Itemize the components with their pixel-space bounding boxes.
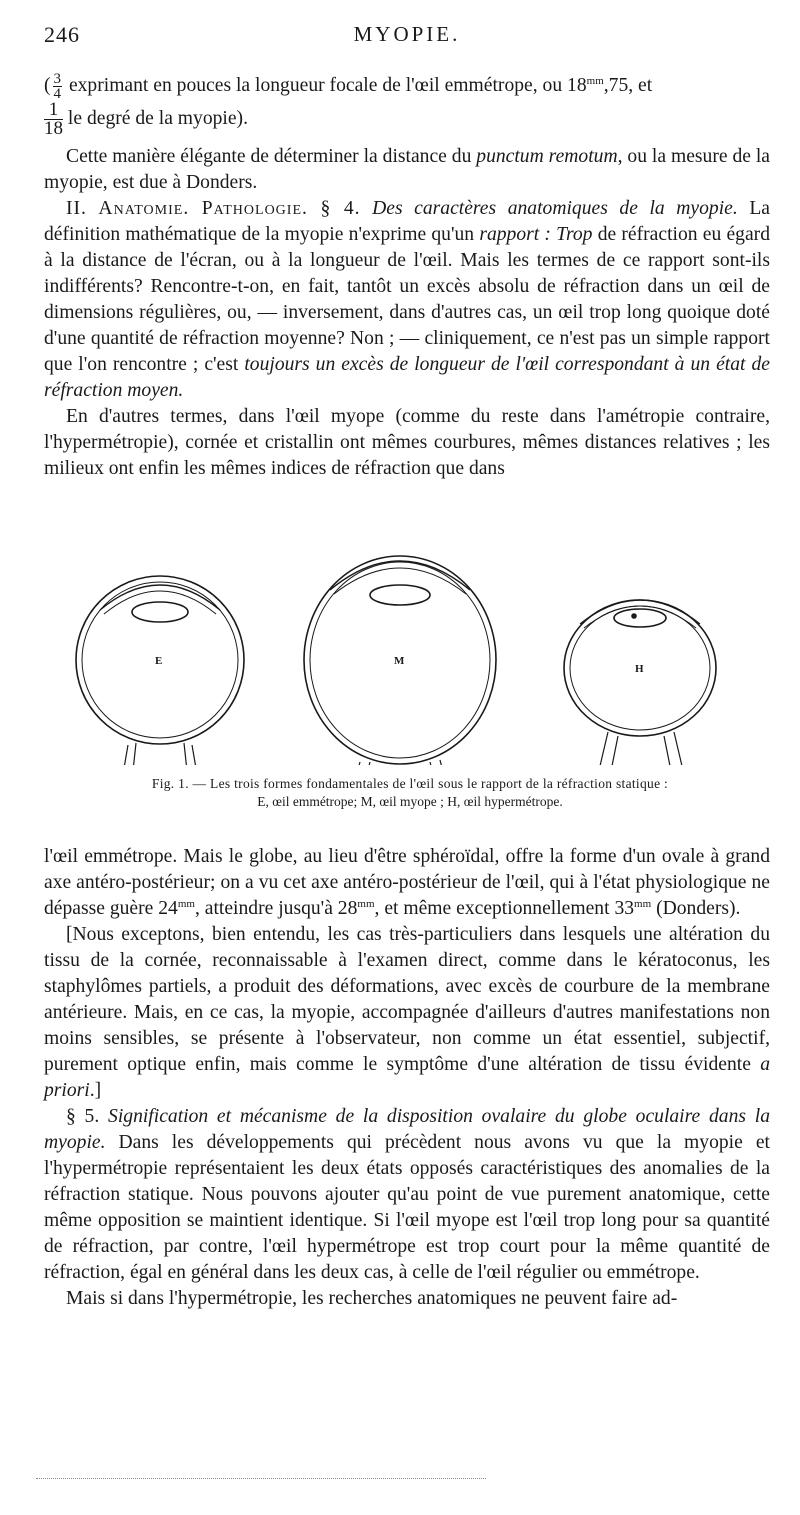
label-h: H: [635, 663, 644, 675]
paragraph-globe: l'œil emmétrope. Mais le globe, au lieu d'être sphéroïdal, offre la forme d'un ovale à grand axe antéro-postérieur; on a vu cet axe antéro-postérieur de l'œil, qui à l'état physiologique ne dépasse guère $24^{mm}$, atteindre jusqu'à $28^{mm}$, et même exceptionnellement $33^{mm}$ (Donders).: [44, 846, 770, 919]
text-block-top: [44, 72, 770, 482]
paragraph-autres-termes: En d'autres termes, dans l'œil myope (comme du reste dans l'amétropie contraire, l'hypermétropie), cornée et cristallin ont mêmes courbures, mêmes distances relatives ; les milieux ont enfin les mêmes indices de réfraction que dans: [44, 406, 770, 479]
label-e: E: [155, 655, 163, 667]
running-title: MYOPIE.: [353, 22, 461, 46]
paragraph-exceptions: [Nous exceptons, bien entendu, les cas très-particuliers dans lesquels une altération du tissu de la cornée, reconnaissable à l'examen direct, comme dans le kératoconus, les staphylômes partiels, a produit des déformations, avec excès de courbure de la membrane antérieure. Mais, en ce cas, la myopie, accompagnée d'ailleurs d'autres manifestations non moins sensibles, se présente à l'observateur, non comme un état essentiel, subjectif, purement optique enfin, mais comme le symptôme d'une altération de tissu évidente a priori.]: [44, 924, 770, 1101]
section-heading-5: § 5.: [66, 1106, 100, 1127]
label-m: M: [394, 655, 405, 667]
page-header: [44, 22, 770, 50]
paragraph-anatomie: II. Anatomie. Pathologie. § 4. Des caractères anatomiques de la myopie. La définition mathématique de la myopie n'exprime qu'un rapport : Trop de réfraction eu égard à la distance de l'écran, ou à la longueur de l'œil. Mais les termes de ce rapport sont-ils indifférents? Rencontre-t-on, en fait, tantôt un excès absolu de réfraction dans un œil de dimensions régulières, ou, — inversement, dans d'autres cas, un œil trop long quoique doté d'une quantité de réfraction moyenne? Non ; — cliniquement, ce n'est pas un simple rapport que l'on rencontre ; c'est toujours un excès de longueur de l'œil correspondant à un état de réfraction moyen.: [44, 198, 770, 401]
section-heading: II. Anatomie. Pathologie. § 4.: [66, 198, 361, 219]
fraction-three-quarters: $\frac{3}{4}$: [53, 71, 62, 102]
paragraph-hypermetropie: Mais si dans l'hypermétropie, les recherches anatomiques ne peuvent faire ad-: [66, 1288, 678, 1309]
eye-diagrams: [60, 540, 760, 765]
paragraph-formula: ( $\frac{3}{4}$ exprimant en pouces la longueur focale de l'œil emmétrope, ou $18^{mm},75$, et $\frac{1}{18}$ le degré de la myopie).: [44, 71, 653, 139]
paragraph-signification: § 5. Signification et mécanisme de la disposition ovalaire du globe oculaire dans la myopie. Dans les développements qui précèdent nous avons vu que la myopie et l'hypermétropie représentaient les deux états opposés caractéristiques des anomalies de la réfraction statique. Nous pouvons ajouter qu'au point de vue purement anatomique, cette même opposition se maintient identique. Si l'œil myope est l'œil trop long pour sa quantité de réfraction, par contre, l'œil hypermétrope est trop court pour la même quantité de réfraction, égal en général dans les deux cas, à celle de l'œil régulier ou emmétrope.: [44, 1106, 771, 1283]
figure-caption: Fig. 1. — Les trois formes fondamentales de l'œil sous le rapport de la réfraction statique : E, œil emmétrope; M, œil myope ; H, œil hypermétrope.: [151, 776, 669, 809]
eye-emmetrope: [76, 576, 244, 765]
eye-figure: [60, 540, 760, 765]
paragraph-donders: Cette manière élégante de déterminer la distance du punctum remotum, ou la mesure de la myopie, est due à Donders.: [44, 146, 771, 193]
fraction-one-eighteenth: $\frac{1}{18}$: [44, 99, 63, 139]
eye-hypermetrope: [564, 600, 716, 765]
footer-rule: [36, 1478, 486, 1479]
page-number: 246: [44, 22, 80, 47]
text-block-bottom: [44, 844, 770, 1312]
